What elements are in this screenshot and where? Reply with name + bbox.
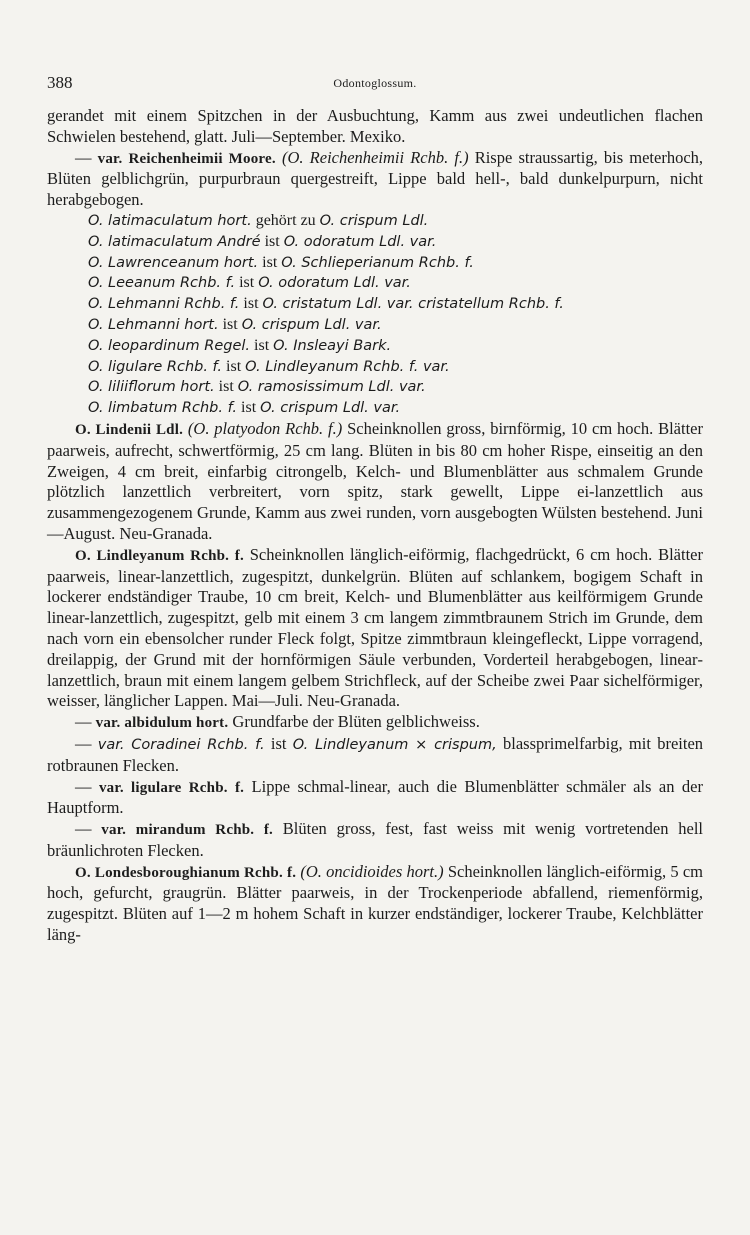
page-body <box>47 106 703 946</box>
paragraph <box>47 712 703 734</box>
text-segment: var. Reichenheimii Moore. <box>97 150 276 167</box>
text-segment: Scheinknollen länglich-eiförmig, 5 cm hoch, gefurcht, graugrün. Blätter paarweis, in der Trockenperiode abfallend, riemenförmig, zugespitzt. Blüten auf 1—2 m hohem Schaft in kurzer endständiger, lockerer Traube, Kelchblätter läng- <box>47 861 703 945</box>
text-segment: ist <box>239 295 263 313</box>
text-segment: O. odoratum Ldl. var. <box>258 275 411 292</box>
text-segment: var. mirandum Rchb. f. <box>101 822 273 839</box>
text-segment: O. crispum Ldl. <box>319 212 429 229</box>
text-segment: O. Leeanum Rchb. f. <box>88 275 236 292</box>
synonym-entry <box>47 315 703 336</box>
text-segment: gehört zu <box>251 211 320 229</box>
page-number: 388 <box>47 73 73 92</box>
paragraph <box>47 106 703 148</box>
text-segment: O. Lindleyanum × crispum, <box>292 736 497 753</box>
paragraph <box>47 148 703 211</box>
text-segment: O. latimaculatum André <box>88 233 261 250</box>
synonym-entry <box>47 377 703 398</box>
synonym-entry <box>47 273 703 294</box>
text-segment: O. limbatum Rchb. f. <box>88 400 238 417</box>
text-segment: O. Lehmanni hort. <box>88 316 219 333</box>
text-segment: — <box>75 819 102 839</box>
text-segment: ist <box>218 315 242 333</box>
text-segment: O. latimaculatum hort. <box>88 212 252 229</box>
text-segment: Scheinknollen länglich-eiförmig, flachgedrückt, 6 cm hoch. Blätter paarweis, linear-lanzettlich, zugespitzt, dunkelgrün. Blüten auf schlankem, bogigem Schaft in lockerer endständiger Traube, 10 cm breit, Kelch- und Blumenblätter aus keilförmigem Grunde linear-lanzettlich, zugespitzt, gelb mit einem 3 cm langem zimmtbraunem Strich im Grunde, dem nach vorn ein ebensolcher runder Fleck folgt, Spitze zimmtbraun kleingefleckt, Lippe vorragend, dreilappig, der Grund mit der hornförmigen Säule verbunden, Vorderteil herabgebogen, linearlanzettlich, braun mit einem langem gelbem Strichfleck, auf der Scheibe zwei Paar sichelförmiger, weisser, länglicher Lappen. Mai—Juli. Neu-Granada. <box>47 544 703 711</box>
synonym-entry <box>47 294 703 315</box>
synonym-entry <box>47 398 703 419</box>
text-segment: (O. Reichenheimii Rchb. f.) <box>282 147 469 167</box>
text-segment: ist <box>235 274 259 292</box>
paragraph <box>47 777 703 820</box>
synonym-entry <box>47 357 703 378</box>
paragraph <box>47 734 703 777</box>
text-segment: var. Coradinei Rchb. f. <box>97 736 265 753</box>
running-title: Odontoglossum. <box>333 76 417 90</box>
text-segment: Grundfarbe der Blüten gelblichweiss. <box>228 712 480 732</box>
text-segment: blassprimelfarbig, mit breiten rotbraunen Flecken. <box>47 733 704 775</box>
synonym-entry <box>47 253 703 274</box>
text-segment: O. crispum Ldl. var. <box>260 400 401 417</box>
text-segment: ist <box>260 232 284 250</box>
text-segment: — <box>75 733 98 753</box>
text-segment: O. Lindleyanum Rchb. f. <box>75 547 244 564</box>
synonym-entry <box>47 232 703 253</box>
text-segment: var. albidulum hort. <box>95 715 229 732</box>
text-segment: Rispe straussartig, bis meterhoch, Blüten gelblichgrün, purpurbraun quergestreift, Lippe bald hell-, bald dunkelpurpurn, nicht herabgebogen. <box>47 147 704 210</box>
text-segment: O. leopardinum Regel. <box>88 337 251 354</box>
text-segment: O. crispum Ldl. var. <box>241 316 382 333</box>
text-segment: O. Lindleyanum Rchb. f. var. <box>245 358 450 375</box>
text-segment: — <box>75 776 99 796</box>
text-segment: O. ligulare Rchb. f. <box>88 358 223 375</box>
text-segment: O. Lawrenceanum hort. <box>88 254 259 271</box>
text-segment: (O. platyodon Rchb. f.) <box>187 418 343 438</box>
text-segment: ist <box>264 733 293 753</box>
text-segment: O. cristatum Ldl. var. cristatellum Rchb. f. <box>262 296 564 313</box>
text-segment: — <box>75 712 96 732</box>
synonym-entry <box>47 211 703 232</box>
text-segment: (O. oncidioides hort.) <box>300 861 444 881</box>
text-segment: O. Lehmanni Rchb. f. <box>88 296 240 313</box>
text-segment: O. odoratum Ldl. var. <box>283 233 437 250</box>
text-segment: gerandet mit einem Spitzchen in der Ausbuchtung, Kamm aus zwei undeutlichen flachen Schwielen bestehend, glatt. Juli—September. Mexiko. <box>47 106 703 146</box>
text-segment: O. Schlieperianum Rchb. f. <box>281 254 474 271</box>
text-segment: ist <box>214 378 238 396</box>
text-segment: ist <box>258 253 282 271</box>
text-segment: O. Londesboroughianum Rchb. f. <box>75 864 297 881</box>
text-segment: — <box>75 147 98 167</box>
synonym-entry <box>47 336 703 357</box>
text-segment: var. ligulare Rchb. f. <box>98 779 245 796</box>
text-segment: O. ramosissimum Ldl. var. <box>237 379 426 396</box>
paragraph <box>47 862 703 946</box>
paragraph <box>47 545 703 712</box>
text-segment: O. Lindenii Ldl. <box>75 421 184 438</box>
page-header <box>47 73 703 95</box>
text-segment: ist <box>250 336 274 354</box>
paragraph <box>47 819 703 862</box>
text-segment: ist <box>237 399 261 417</box>
text-segment: O. liliiflorum hort. <box>88 379 215 396</box>
text-segment: ist <box>222 357 246 375</box>
text-segment: Blüten gross, fest, fast weiss mit wenig vortretenden hell bräunlichroten Flecken. <box>47 819 703 860</box>
paragraph <box>47 419 703 545</box>
text-segment: Lippe schmal-linear, auch die Blumenblätter schmäler als an der Hauptform. <box>47 776 703 818</box>
text-segment: Scheinknollen gross, birnförmig, 10 cm hoch. Blätter paarweis, aufrecht, schwertförmig, 25 cm lang. Blüten in bis 80 cm hoher Rispe, einseitig an den Zweigen, 4 cm breit, einfarbig citrongelb, Kelch- und Blumenblätter aus schmalem Grunde plötzlich lanzettlich verbreitert, vorn spitz, stark gewellt, Lippe ei-lanzettlich aus zusammengezogenem Grunde, Kamm aus zwei runden, vorn ausgebogten Wülsten bestehend. Juni—August. Neu-Granada. <box>47 418 703 543</box>
text-segment: O. Insleayi Bark. <box>273 337 392 354</box>
